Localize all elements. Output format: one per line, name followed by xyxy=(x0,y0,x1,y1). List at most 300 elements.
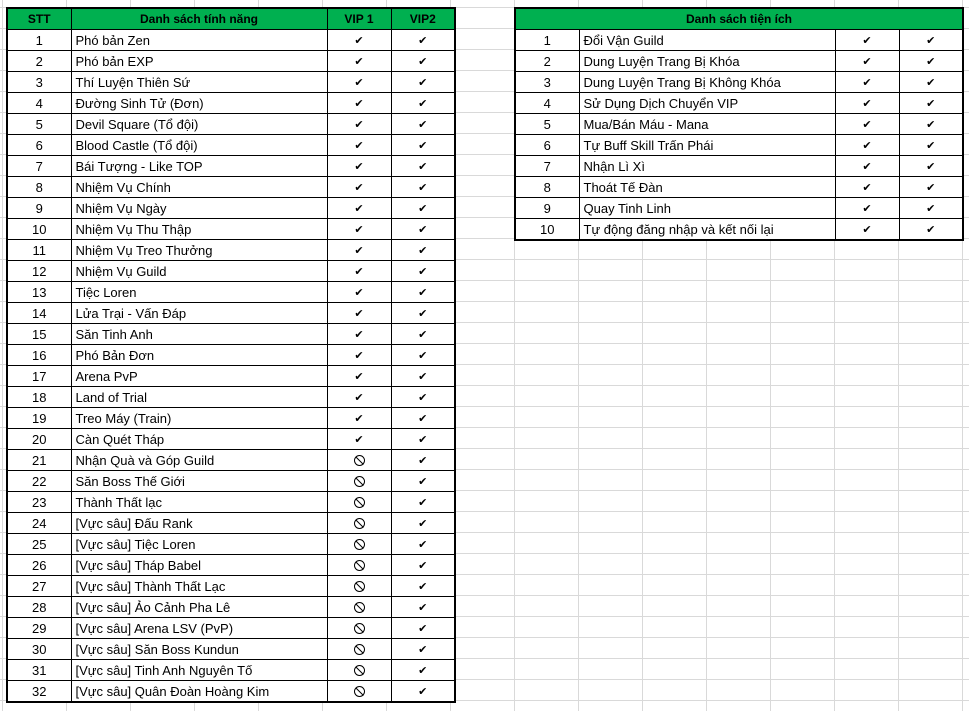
check-icon: ✔ xyxy=(418,244,428,257)
row-vip1-cell[interactable] xyxy=(327,345,391,366)
check-icon: ✔ xyxy=(354,370,364,383)
row-vip2-cell[interactable] xyxy=(391,660,455,681)
check-icon: ✔ xyxy=(354,55,364,68)
row-vip2-cell[interactable] xyxy=(391,72,455,93)
check-icon: ✔ xyxy=(418,517,428,530)
check-icon: ✔ xyxy=(354,286,364,299)
check-icon: ✔ xyxy=(354,181,364,194)
row-vip1-cell[interactable] xyxy=(835,30,899,51)
check-icon: ✔ xyxy=(418,223,428,236)
row-vip1-cell[interactable] xyxy=(835,114,899,135)
table-row xyxy=(515,198,963,219)
check-icon: ✔ xyxy=(418,97,428,110)
table-row xyxy=(7,177,455,198)
row-name-cell[interactable]: [Vực sâu] Tiệc Loren xyxy=(71,534,327,555)
row-number-cell[interactable]: 1 xyxy=(515,30,579,51)
row-vip2-cell[interactable] xyxy=(391,156,455,177)
row-number-cell[interactable]: 13 xyxy=(7,282,71,303)
row-number-cell[interactable]: 5 xyxy=(515,114,579,135)
row-number-cell[interactable]: 27 xyxy=(7,576,71,597)
row-number-cell[interactable]: 17 xyxy=(7,366,71,387)
table-row xyxy=(7,387,455,408)
features-header-row xyxy=(7,8,455,30)
check-icon: ✔ xyxy=(862,76,872,89)
row-name-cell[interactable]: Săn Boss Thế Giới xyxy=(71,471,327,492)
table-row xyxy=(7,345,455,366)
row-number-cell[interactable]: 22 xyxy=(7,471,71,492)
check-icon: ✔ xyxy=(418,55,428,68)
row-vip1-cell[interactable] xyxy=(835,219,899,241)
row-vip1-cell[interactable] xyxy=(835,198,899,219)
table-row xyxy=(7,534,455,555)
check-icon: ✔ xyxy=(354,202,364,215)
row-number-cell[interactable]: 16 xyxy=(7,345,71,366)
row-vip2-cell[interactable] xyxy=(391,471,455,492)
check-icon: ✔ xyxy=(418,181,428,194)
row-name-cell[interactable]: Càn Quét Tháp xyxy=(71,429,327,450)
row-vip1-cell[interactable] xyxy=(327,93,391,114)
row-number-cell[interactable]: 18 xyxy=(7,387,71,408)
row-vip1-cell[interactable] xyxy=(327,534,391,555)
row-vip2-cell[interactable] xyxy=(391,555,455,576)
row-vip2-cell[interactable] xyxy=(391,597,455,618)
row-vip2-cell[interactable] xyxy=(391,93,455,114)
table-row xyxy=(7,114,455,135)
row-vip1-cell[interactable] xyxy=(327,618,391,639)
row-vip1-cell[interactable] xyxy=(327,408,391,429)
table-row xyxy=(7,366,455,387)
row-vip2-cell[interactable] xyxy=(391,429,455,450)
row-vip2-cell[interactable] xyxy=(391,492,455,513)
table-row xyxy=(515,30,963,51)
check-icon: ✔ xyxy=(418,412,428,425)
check-icon: ✔ xyxy=(354,160,364,173)
row-name-cell[interactable]: Lửa Trại - Vấn Đáp xyxy=(71,303,327,324)
row-vip1-cell[interactable] xyxy=(327,240,391,261)
table-row xyxy=(515,177,963,198)
header-stt[interactable]: STT xyxy=(7,8,71,30)
table-row xyxy=(7,156,455,177)
table-row xyxy=(7,51,455,72)
row-number-cell[interactable]: 32 xyxy=(7,681,71,703)
row-vip1-cell[interactable] xyxy=(327,303,391,324)
row-vip1-cell[interactable] xyxy=(327,261,391,282)
header-utility-list[interactable]: Danh sách tiện ích xyxy=(515,8,963,30)
row-vip1-cell[interactable] xyxy=(327,660,391,681)
row-name-cell[interactable]: Nhiệm Vụ Treo Thưởng xyxy=(71,240,327,261)
row-name-cell[interactable]: Treo Máy (Train) xyxy=(71,408,327,429)
row-number-cell[interactable]: 19 xyxy=(7,408,71,429)
table-row xyxy=(7,198,455,219)
row-name-cell[interactable]: Nhiệm Vụ Guild xyxy=(71,261,327,282)
check-icon: ✔ xyxy=(926,139,936,152)
row-name-cell[interactable]: Phó bản Zen xyxy=(71,30,327,51)
row-vip2-cell[interactable] xyxy=(899,93,963,114)
check-icon: ✔ xyxy=(418,538,428,551)
row-name-cell[interactable]: Săn Tinh Anh xyxy=(71,324,327,345)
check-icon: ✔ xyxy=(354,34,364,47)
no-entry-icon xyxy=(354,665,365,676)
row-name-cell[interactable]: Land of Trial xyxy=(71,387,327,408)
check-icon: ✔ xyxy=(418,349,428,362)
row-name-cell[interactable]: [Vực sâu] Ảo Cảnh Pha Lê xyxy=(71,597,327,618)
row-vip1-cell[interactable] xyxy=(327,324,391,345)
check-icon: ✔ xyxy=(926,223,936,236)
header-vip2[interactable]: VIP2 xyxy=(391,8,455,30)
table-row xyxy=(7,93,455,114)
table-row xyxy=(515,93,963,114)
row-number-cell[interactable]: 24 xyxy=(7,513,71,534)
row-name-cell[interactable]: Dung Luyện Trang Bị Khóa xyxy=(579,51,835,72)
row-number-cell[interactable]: 7 xyxy=(515,156,579,177)
check-icon: ✔ xyxy=(862,97,872,110)
row-vip1-cell[interactable] xyxy=(327,597,391,618)
check-icon: ✔ xyxy=(354,328,364,341)
row-name-cell[interactable]: Quay Tinh Linh xyxy=(579,198,835,219)
row-vip2-cell[interactable] xyxy=(899,72,963,93)
no-entry-icon xyxy=(354,539,365,550)
row-vip2-cell[interactable] xyxy=(899,114,963,135)
features-table xyxy=(6,7,456,703)
row-vip1-cell[interactable] xyxy=(327,429,391,450)
check-icon: ✔ xyxy=(418,391,428,404)
table-row xyxy=(7,408,455,429)
check-icon: ✔ xyxy=(354,307,364,320)
row-vip1-cell[interactable] xyxy=(327,366,391,387)
row-number-cell[interactable]: 29 xyxy=(7,618,71,639)
check-icon: ✔ xyxy=(354,244,364,257)
row-number-cell[interactable]: 30 xyxy=(7,639,71,660)
row-vip1-cell[interactable] xyxy=(835,156,899,177)
row-name-cell[interactable]: Thí Luyện Thiên Sứ xyxy=(71,72,327,93)
row-vip2-cell[interactable] xyxy=(391,177,455,198)
utilities-table xyxy=(514,7,964,241)
row-number-cell[interactable]: 3 xyxy=(515,72,579,93)
header-vip1[interactable]: VIP 1 xyxy=(327,8,391,30)
row-name-cell[interactable]: [Vực sâu] Săn Boss Kundun xyxy=(71,639,327,660)
no-entry-icon xyxy=(354,602,365,613)
no-entry-icon xyxy=(354,518,365,529)
row-number-cell[interactable]: 9 xyxy=(7,198,71,219)
check-icon: ✔ xyxy=(418,643,428,656)
row-vip1-cell[interactable] xyxy=(835,51,899,72)
check-icon: ✔ xyxy=(418,664,428,677)
row-number-cell[interactable]: 15 xyxy=(7,324,71,345)
row-name-cell[interactable]: Bái Tượng - Like TOP xyxy=(71,156,327,177)
table-row xyxy=(7,576,455,597)
row-vip1-cell[interactable] xyxy=(835,72,899,93)
row-name-cell[interactable]: Tiệc Loren xyxy=(71,282,327,303)
row-vip1-cell[interactable] xyxy=(327,576,391,597)
no-entry-icon xyxy=(354,623,365,634)
table-row xyxy=(7,324,455,345)
check-icon: ✔ xyxy=(354,118,364,131)
row-number-cell[interactable]: 2 xyxy=(7,51,71,72)
check-icon: ✔ xyxy=(926,76,936,89)
check-icon: ✔ xyxy=(418,496,428,509)
row-name-cell[interactable]: Blood Castle (Tổ đội) xyxy=(71,135,327,156)
table-row xyxy=(7,597,455,618)
row-vip2-cell[interactable] xyxy=(391,30,455,51)
row-name-cell[interactable]: [Vực sâu] Đấu Rank xyxy=(71,513,327,534)
row-vip2-cell[interactable] xyxy=(391,618,455,639)
row-vip2-cell[interactable] xyxy=(899,135,963,156)
row-number-cell[interactable]: 8 xyxy=(7,177,71,198)
row-vip2-cell[interactable] xyxy=(391,639,455,660)
row-vip2-cell[interactable] xyxy=(391,534,455,555)
row-vip2-cell[interactable] xyxy=(391,681,455,703)
row-vip2-cell[interactable] xyxy=(899,177,963,198)
row-vip1-cell[interactable] xyxy=(835,93,899,114)
check-icon: ✔ xyxy=(418,601,428,614)
row-vip1-cell[interactable] xyxy=(835,135,899,156)
check-icon: ✔ xyxy=(926,34,936,47)
row-vip1-cell[interactable] xyxy=(327,177,391,198)
features-table-body xyxy=(7,30,455,703)
row-name-cell[interactable]: Thành Thất lạc xyxy=(71,492,327,513)
row-number-cell[interactable]: 10 xyxy=(7,219,71,240)
check-icon: ✔ xyxy=(926,202,936,215)
check-icon: ✔ xyxy=(862,160,872,173)
row-name-cell[interactable]: [Vực sâu] Quân Đoàn Hoàng Kim xyxy=(71,681,327,703)
row-number-cell[interactable]: 26 xyxy=(7,555,71,576)
row-vip2-cell[interactable] xyxy=(391,345,455,366)
check-icon: ✔ xyxy=(926,118,936,131)
no-entry-icon xyxy=(354,497,365,508)
row-number-cell[interactable]: 25 xyxy=(7,534,71,555)
row-name-cell[interactable]: Phó Bản Đơn xyxy=(71,345,327,366)
row-number-cell[interactable]: 7 xyxy=(7,156,71,177)
row-vip1-cell[interactable] xyxy=(327,555,391,576)
row-name-cell[interactable]: [Vực sâu] Thành Thất Lạc xyxy=(71,576,327,597)
row-number-cell[interactable]: 20 xyxy=(7,429,71,450)
row-vip1-cell[interactable] xyxy=(327,681,391,703)
row-vip2-cell[interactable] xyxy=(391,450,455,471)
row-name-cell[interactable]: Phó bản EXP xyxy=(71,51,327,72)
row-name-cell[interactable]: Đường Sinh Tử (Đơn) xyxy=(71,93,327,114)
no-entry-icon xyxy=(354,560,365,571)
check-icon: ✔ xyxy=(926,160,936,173)
check-icon: ✔ xyxy=(354,223,364,236)
check-icon: ✔ xyxy=(862,139,872,152)
row-vip2-cell[interactable] xyxy=(391,51,455,72)
row-vip2-cell[interactable] xyxy=(391,282,455,303)
row-name-cell[interactable]: Sử Dụng Dịch Chuyển VIP xyxy=(579,93,835,114)
check-icon: ✔ xyxy=(418,685,428,698)
check-icon: ✔ xyxy=(418,580,428,593)
row-name-cell[interactable]: Đổi Vận Guild xyxy=(579,30,835,51)
table-row xyxy=(7,72,455,93)
check-icon: ✔ xyxy=(418,307,428,320)
check-icon: ✔ xyxy=(862,34,872,47)
check-icon: ✔ xyxy=(418,454,428,467)
row-number-cell[interactable]: 10 xyxy=(515,219,579,241)
row-vip2-cell[interactable] xyxy=(391,408,455,429)
row-vip1-cell[interactable] xyxy=(327,114,391,135)
table-row xyxy=(7,492,455,513)
table-row xyxy=(7,30,455,51)
row-vip1-cell[interactable] xyxy=(327,513,391,534)
row-vip2-cell[interactable] xyxy=(391,261,455,282)
no-entry-icon xyxy=(354,581,365,592)
check-icon: ✔ xyxy=(354,97,364,110)
row-vip2-cell[interactable] xyxy=(391,240,455,261)
table-row xyxy=(515,156,963,177)
table-row xyxy=(7,450,455,471)
check-icon: ✔ xyxy=(862,118,872,131)
check-icon: ✔ xyxy=(418,433,428,446)
table-row xyxy=(7,240,455,261)
row-vip2-cell[interactable] xyxy=(391,114,455,135)
table-row xyxy=(7,135,455,156)
row-number-cell[interactable]: 2 xyxy=(515,51,579,72)
table-row xyxy=(7,660,455,681)
row-vip1-cell[interactable] xyxy=(327,639,391,660)
table-row xyxy=(7,639,455,660)
check-icon: ✔ xyxy=(926,97,936,110)
row-name-cell[interactable]: Nhận Lì Xì xyxy=(579,156,835,177)
row-number-cell[interactable]: 5 xyxy=(7,114,71,135)
row-vip2-cell[interactable] xyxy=(391,366,455,387)
row-name-cell[interactable]: Mua/Bán Máu - Mana xyxy=(579,114,835,135)
row-vip1-cell[interactable] xyxy=(327,30,391,51)
table-row xyxy=(7,555,455,576)
check-icon: ✔ xyxy=(418,139,428,152)
row-number-cell[interactable]: 23 xyxy=(7,492,71,513)
table-row xyxy=(515,114,963,135)
row-vip1-cell[interactable] xyxy=(327,156,391,177)
row-number-cell[interactable]: 28 xyxy=(7,597,71,618)
row-vip2-cell[interactable] xyxy=(391,576,455,597)
check-icon: ✔ xyxy=(354,139,364,152)
table-row xyxy=(515,219,963,241)
row-vip1-cell[interactable] xyxy=(327,471,391,492)
row-vip1-cell[interactable] xyxy=(327,282,391,303)
check-icon: ✔ xyxy=(354,433,364,446)
row-number-cell[interactable]: 11 xyxy=(7,240,71,261)
row-vip2-cell[interactable] xyxy=(391,513,455,534)
row-vip1-cell[interactable] xyxy=(327,219,391,240)
table-row xyxy=(515,72,963,93)
utilities-table-body xyxy=(515,30,963,241)
row-vip2-cell[interactable] xyxy=(899,219,963,241)
table-row xyxy=(7,513,455,534)
row-number-cell[interactable]: 14 xyxy=(7,303,71,324)
row-name-cell[interactable]: Tự động đăng nhập và kết nối lại xyxy=(579,219,835,241)
row-vip1-cell[interactable] xyxy=(327,492,391,513)
table-row xyxy=(7,681,455,703)
row-vip1-cell[interactable] xyxy=(327,135,391,156)
row-name-cell[interactable]: Dung Luyện Trang Bị Không Khóa xyxy=(579,72,835,93)
check-icon: ✔ xyxy=(862,223,872,236)
no-entry-icon xyxy=(354,644,365,655)
row-name-cell[interactable]: Devil Square (Tổ đội) xyxy=(71,114,327,135)
row-vip1-cell[interactable] xyxy=(327,51,391,72)
check-icon: ✔ xyxy=(926,181,936,194)
table-row xyxy=(7,471,455,492)
table-row xyxy=(7,429,455,450)
check-icon: ✔ xyxy=(418,160,428,173)
no-entry-icon xyxy=(354,455,365,466)
row-name-cell[interactable]: Nhận Quà và Góp Guild xyxy=(71,450,327,471)
table-row xyxy=(7,303,455,324)
no-entry-icon xyxy=(354,686,365,697)
check-icon: ✔ xyxy=(418,475,428,488)
check-icon: ✔ xyxy=(418,118,428,131)
check-icon: ✔ xyxy=(418,622,428,635)
row-name-cell[interactable]: Nhiệm Vụ Thu Thập xyxy=(71,219,327,240)
row-number-cell[interactable]: 31 xyxy=(7,660,71,681)
row-name-cell[interactable]: Tự Buff Skill Trấn Phái xyxy=(579,135,835,156)
check-icon: ✔ xyxy=(418,559,428,572)
check-icon: ✔ xyxy=(354,412,364,425)
row-name-cell[interactable]: Thoát Tế Đàn xyxy=(579,177,835,198)
row-vip1-cell[interactable] xyxy=(327,198,391,219)
row-vip2-cell[interactable] xyxy=(899,30,963,51)
row-name-cell[interactable]: Arena PvP xyxy=(71,366,327,387)
utilities-header-row xyxy=(515,8,963,30)
check-icon: ✔ xyxy=(862,181,872,194)
check-icon: ✔ xyxy=(418,34,428,47)
row-vip2-cell[interactable] xyxy=(391,324,455,345)
check-icon: ✔ xyxy=(418,202,428,215)
check-icon: ✔ xyxy=(418,265,428,278)
row-name-cell[interactable]: Nhiệm Vụ Chính xyxy=(71,177,327,198)
check-icon: ✔ xyxy=(354,391,364,404)
row-vip1-cell[interactable] xyxy=(835,177,899,198)
check-icon: ✔ xyxy=(926,55,936,68)
check-icon: ✔ xyxy=(418,286,428,299)
no-entry-icon xyxy=(354,476,365,487)
row-number-cell[interactable]: 6 xyxy=(515,135,579,156)
row-vip2-cell[interactable] xyxy=(899,198,963,219)
row-name-cell[interactable]: [Vực sâu] Tháp Babel xyxy=(71,555,327,576)
check-icon: ✔ xyxy=(862,55,872,68)
header-feature-list[interactable]: Danh sách tính năng xyxy=(71,8,327,30)
row-vip2-cell[interactable] xyxy=(899,51,963,72)
row-vip2-cell[interactable] xyxy=(391,135,455,156)
table-row xyxy=(515,51,963,72)
row-name-cell[interactable]: [Vực sâu] Arena LSV (PvP) xyxy=(71,618,327,639)
row-number-cell[interactable]: 4 xyxy=(7,93,71,114)
row-vip2-cell[interactable] xyxy=(899,156,963,177)
table-row xyxy=(7,282,455,303)
row-vip1-cell[interactable] xyxy=(327,450,391,471)
row-vip2-cell[interactable] xyxy=(391,198,455,219)
row-number-cell[interactable]: 21 xyxy=(7,450,71,471)
row-number-cell[interactable]: 4 xyxy=(515,93,579,114)
row-name-cell[interactable]: [Vực sâu] Tinh Anh Nguyên Tố xyxy=(71,660,327,681)
table-row xyxy=(7,219,455,240)
row-name-cell[interactable]: Nhiệm Vụ Ngày xyxy=(71,198,327,219)
row-number-cell[interactable]: 9 xyxy=(515,198,579,219)
table-row xyxy=(7,261,455,282)
check-icon: ✔ xyxy=(418,370,428,383)
row-vip1-cell[interactable] xyxy=(327,72,391,93)
row-vip2-cell[interactable] xyxy=(391,219,455,240)
row-number-cell[interactable]: 12 xyxy=(7,261,71,282)
table-row xyxy=(515,135,963,156)
row-number-cell[interactable]: 1 xyxy=(7,30,71,51)
row-vip2-cell[interactable] xyxy=(391,387,455,408)
row-vip1-cell[interactable] xyxy=(327,387,391,408)
row-number-cell[interactable]: 3 xyxy=(7,72,71,93)
check-icon: ✔ xyxy=(418,76,428,89)
row-vip2-cell[interactable] xyxy=(391,303,455,324)
row-number-cell[interactable]: 8 xyxy=(515,177,579,198)
check-icon: ✔ xyxy=(354,76,364,89)
row-number-cell[interactable]: 6 xyxy=(7,135,71,156)
